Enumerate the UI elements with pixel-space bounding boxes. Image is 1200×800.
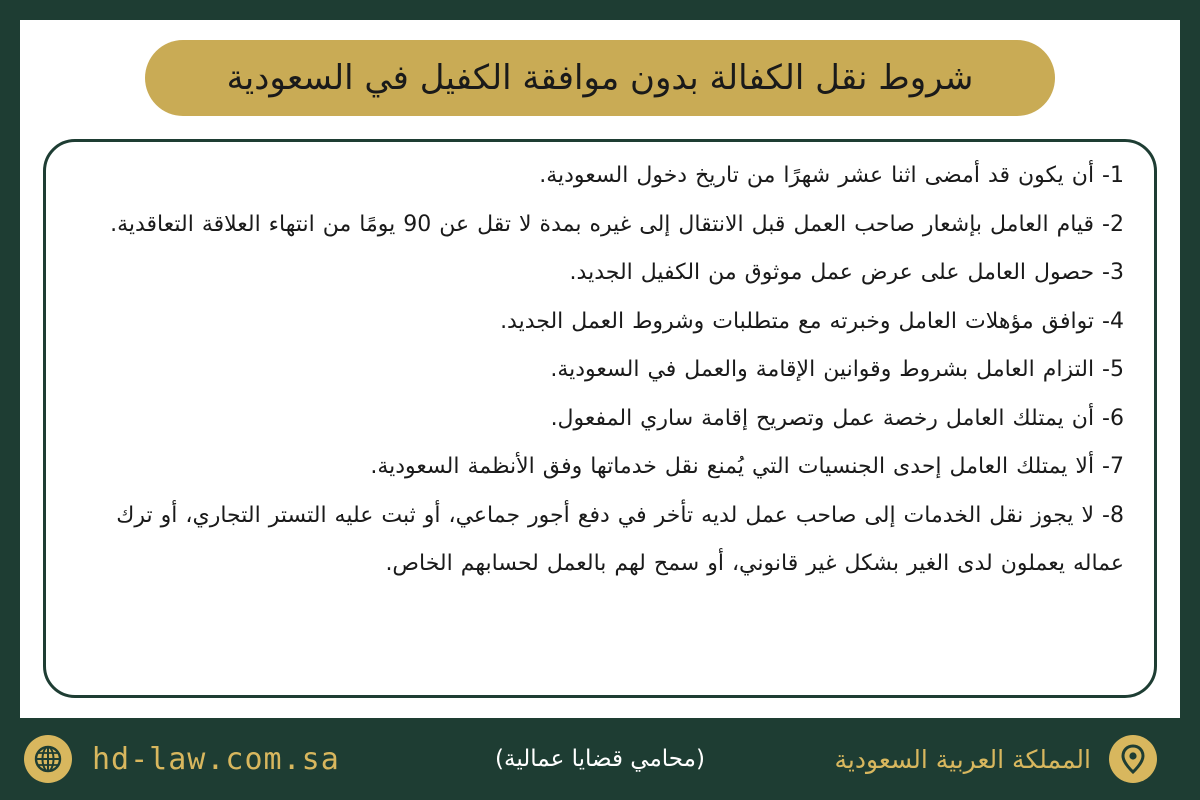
website-block[interactable]	[24, 718, 340, 800]
condition-item: 2- قيام العامل بإشعار صاحب العمل قبل الانتقال إلى غيره بمدة لا تقل عن 90 يومًا من انتهاء العلاقة التعاقدية.	[110, 211, 1124, 237]
conditions-box	[43, 139, 1157, 698]
globe-icon	[24, 735, 72, 783]
location-text: المملكة العربية السعودية	[834, 744, 1091, 774]
condition-item: 3- حصول العامل على عرض عمل موثوق من الكفيل الجديد.	[569, 260, 1124, 285]
footer-bar	[0, 718, 1200, 800]
location-block	[834, 718, 1157, 800]
tagline: (محامي قضايا عمالية)	[495, 746, 705, 772]
condition-item: 7- ألا يمتلك العامل إحدى الجنسيات التي يُمنع نقل خدماتها وفق الأنظمة السعودية.	[370, 454, 1124, 479]
condition-item: 1- أن يكون قد أمضى اثنا عشر شهرًا من تاريخ دخول السعودية.	[539, 163, 1124, 188]
condition-item: 6- أن يمتلك العامل رخصة عمل وتصريح إقامة ساري المفعول.	[550, 405, 1124, 431]
title-banner	[145, 40, 1055, 116]
website-link[interactable]: hd-law.com.sa	[92, 741, 340, 777]
map-pin-icon	[1109, 735, 1157, 783]
conditions-list	[88, 152, 1124, 589]
page-title: شروط نقل الكفالة بدون موافقة الكفيل في السعودية	[226, 58, 974, 98]
condition-item: 5- التزام العامل بشروط وقوانين الإقامة والعمل في السعودية.	[550, 357, 1124, 382]
condition-item: 8- لا يجوز نقل الخدمات إلى صاحب عمل لديه تأخر في دفع أجور جماعي، أو ثبت عليه التستر التجاري، أو ترك عماله يعملون لدى الغير بشكل غير قانوني، أو سمح لهم بالعمل لحسابهم الخاص.	[116, 502, 1124, 576]
condition-item: 4- توافق مؤهلات العامل وخبرته مع متطلبات وشروط العمل الجديد.	[500, 308, 1124, 334]
